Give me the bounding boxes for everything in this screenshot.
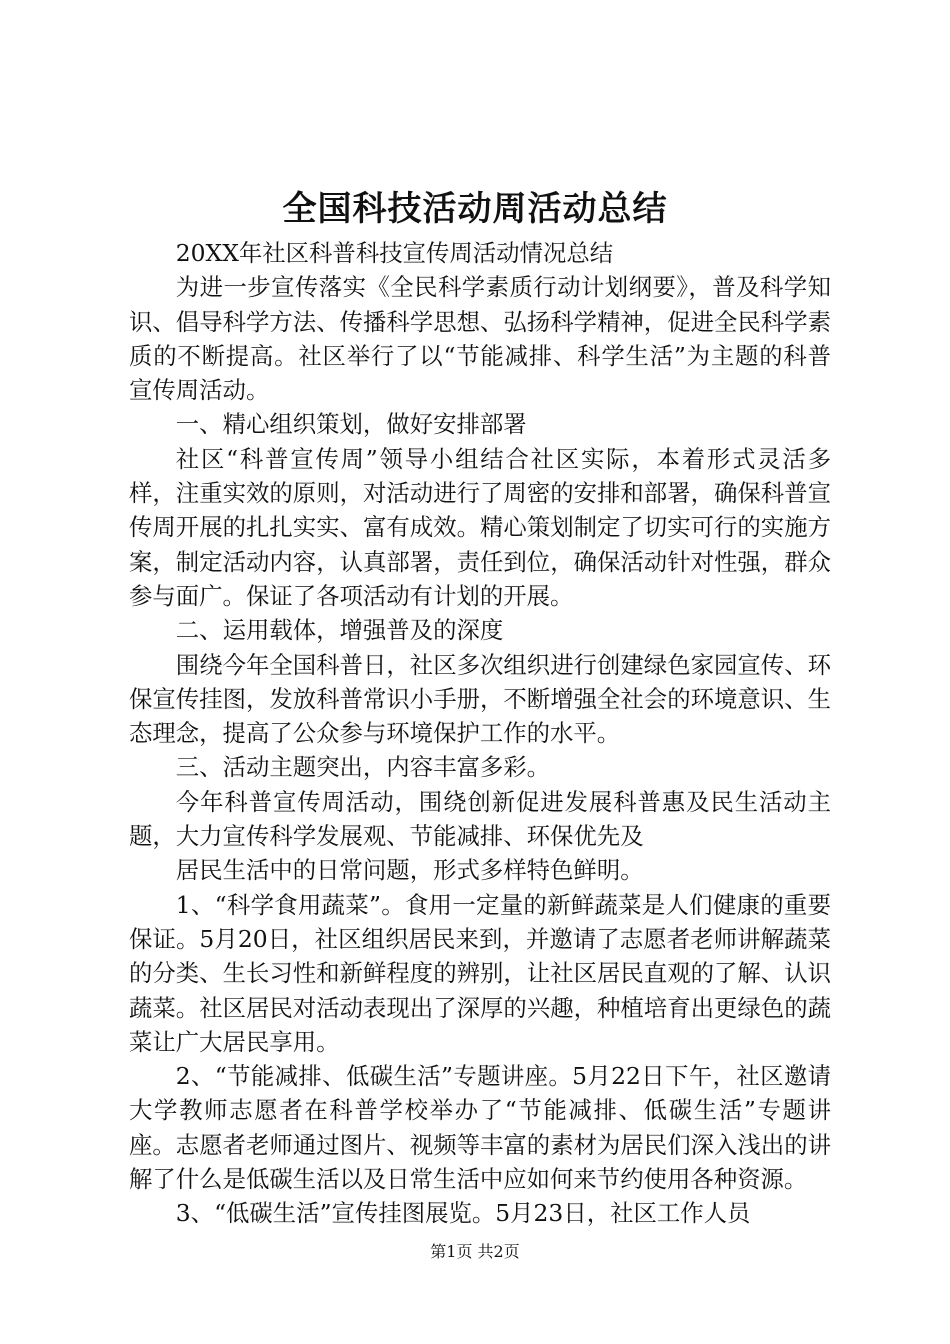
paragraph: 居民生活中的日常问题，形式多样特色鲜明。 (175, 856, 644, 885)
document-body (129, 236, 831, 1231)
paragraph: 围绕今年全国科普日，社区多次组织进行创建绿色家园宣传、环保宣传挂图，发放科普常识小手册，不断增强全社会的环境意识、生态理念，提高了公众参与环境保护工作的水平。 (129, 650, 831, 748)
section-heading: 二、运用载体，增强普及的深度 (175, 616, 504, 645)
paragraph: 社区“科普宣传周”领导小组结合社区实际，本着形式灵活多样，注重实效的原则，对活动进行了周密的安排和部署，确保科普宣传周开展的扎扎实实、富有成效。精心策划制定了切实可行的实施方案，制定活动内容，认真部署，责任到位，确保活动针对性强，群众参与面广。保证了各项活动有计划的开展。 (129, 444, 831, 610)
paragraph: 20XX年社区科普科技宣传周活动情况总结 (175, 239, 614, 267)
paragraph: 为进一步宣传落实《全民科学素质行动计划纲要》，普及科学知识、倡导科学方法、传播科学思想、弘扬科学精神，促进全民科学素质的不断提高。社区举行了以“节能减排、科学生活”为主题的科普宣传周活动。 (129, 273, 831, 405)
section-heading: 一、精心组织策划，做好安排部署 (175, 410, 527, 439)
paragraph: 今年科普宣传周活动，围绕创新促进发展科普惠及民生活动主题，大力宣传科学发展观、节能减排、环保优先及 (129, 787, 831, 851)
paragraph: 2、“节能减排、低碳生活”专题讲座。5月22日下午，社区邀请大学教师志愿者在科普学校举办了“节能减排、低碳生活”专题讲座。志愿者老师通过图片、视频等丰富的素材为居民们深入浅出的讲解了什么是低碳生活以及日常生活中应如何来节约使用各种资源。 (129, 1062, 831, 1194)
document-title: 全国科技活动周活动总结 (282, 189, 668, 229)
page-footer: 第1页 共2页 (430, 1242, 520, 1261)
paragraph: 3、“低碳生活”宣传挂图展览。5月23日，社区工作人员 (175, 1199, 751, 1228)
section-heading: 三、活动主题突出，内容丰富多彩。 (175, 753, 551, 782)
paragraph: 1、“科学食用蔬菜”。食用一定量的新鲜蔬菜是人们健康的重要保证。5月20日，社区组织居民来到，并邀请了志愿者老师讲解蔬菜的分类、生长习性和新鲜程度的辨别，让社区居民直观的了解、认识蔬菜。社区居民对活动表现出了深厚的兴趣，种植培育出更绿色的蔬菜让广大居民享用。 (129, 890, 831, 1056)
